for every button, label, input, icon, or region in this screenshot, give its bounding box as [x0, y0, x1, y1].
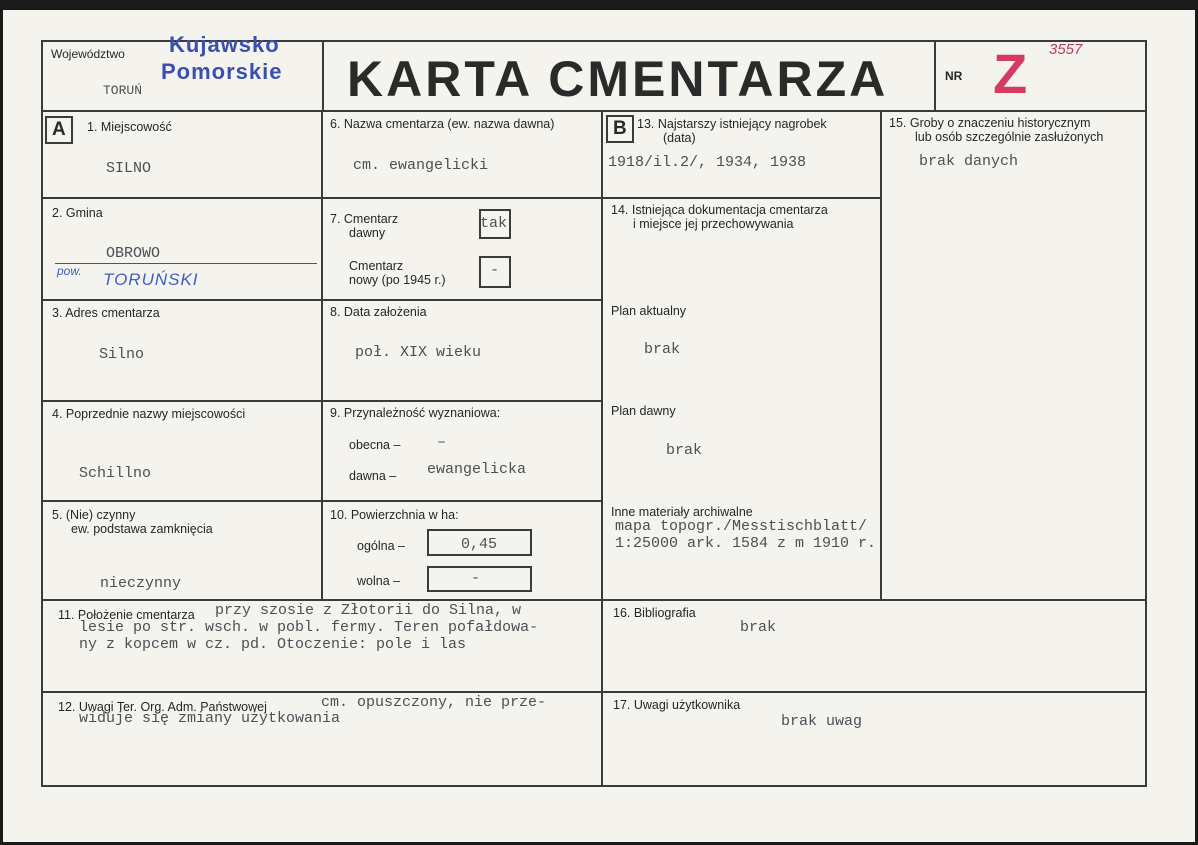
field-2-divider	[55, 263, 317, 264]
field-10-ogolna-value: 0,45	[461, 536, 498, 553]
field-5-value: nieczynny	[100, 575, 182, 592]
stamp-line1: Kujawsko	[169, 32, 280, 57]
rule	[880, 110, 882, 600]
powiat-prefix: pow.	[57, 264, 82, 278]
nr-letter: Z	[993, 42, 1028, 105]
field-14-label-2: i miejsce jej przechowywania	[633, 217, 794, 231]
field-11-line1: przy szosie z Złotorii do Silna, w	[215, 602, 522, 619]
field-4-value: Schillno	[79, 465, 152, 482]
rule	[41, 691, 1147, 693]
field-9-dawna-label: dawna –	[349, 469, 397, 483]
field-16-label: 16. Bibliografia	[613, 606, 696, 620]
field-10-wolna-value: -	[471, 570, 481, 587]
rule	[1145, 40, 1147, 787]
stamp-line2: Pomorskie	[161, 59, 283, 84]
field-12-line1: cm. opuszczony, nie prze-	[321, 694, 547, 711]
field-3-label: 3. Adres cmentarza	[52, 306, 160, 320]
field-15-value: brak danych	[919, 153, 1019, 170]
rule	[601, 110, 603, 787]
field-1-value: SILNO	[106, 160, 152, 177]
field-9-obecna-label: obecna –	[349, 438, 401, 452]
field-8-label: 8. Data założenia	[330, 305, 427, 319]
field-8-value: poł. XIX wieku	[355, 344, 482, 361]
field-9-dawna-value: ewangelicka	[427, 461, 527, 478]
field-6-label: 6. Nazwa cmentarza (ew. nazwa dawna)	[330, 117, 555, 131]
field-12-line2: widuje się zmiany użytkowania	[79, 710, 341, 727]
section-a-letter: A	[52, 119, 66, 140]
field-9-obecna-value: –	[437, 434, 447, 451]
rule	[41, 599, 1147, 601]
field-17-label: 17. Uwagi użytkownika	[613, 698, 741, 712]
cemetery-card	[3, 10, 1195, 842]
card-title: KARTA CMENTARZA	[347, 51, 889, 107]
rule	[41, 40, 43, 787]
rule	[602, 197, 881, 199]
section-b-letter: B	[613, 118, 627, 139]
field-7-dawny-value: tak	[480, 215, 508, 232]
field-16-value: brak	[740, 619, 777, 636]
rule	[41, 785, 1147, 787]
field-2-value: OBROWO	[106, 245, 161, 262]
field-14-label-1: 14. Istniejąca dokumentacja cmentarza	[611, 203, 828, 217]
field-17-value: brak uwag	[781, 713, 863, 730]
field-11-line3: ny z kopcem w cz. pd. Otoczenie: pole i las	[79, 636, 467, 653]
wojewodztwo-label: Województwo	[51, 47, 125, 61]
field-11-label: 11. Położenie cmentarza	[58, 608, 195, 622]
field-7-nowy-label-1: Cmentarz	[349, 259, 404, 273]
plan-aktualny-label: Plan aktualny	[611, 304, 687, 318]
field-7-nowy-label-2: nowy (po 1945 r.)	[349, 273, 446, 287]
field-4-label: 4. Poprzednie nazwy miejscowości	[52, 407, 246, 421]
inne-materialy-label: Inne materiały archiwalne	[611, 505, 753, 519]
field-7-dawny-label-1: 7. Cmentarz	[330, 212, 399, 226]
plan-dawny-label: Plan dawny	[611, 404, 676, 418]
field-3-value: Silno	[99, 346, 145, 363]
plan-dawny-value: brak	[666, 442, 703, 459]
field-10-ogolna-label: ogólna –	[357, 539, 405, 553]
field-2-label: 2. Gmina	[52, 206, 103, 220]
rule	[41, 110, 1147, 112]
rule	[322, 40, 324, 112]
nr-number: 3557	[1049, 41, 1083, 58]
field-6-value: cm. ewangelicki	[353, 157, 489, 174]
field-15-label-1: 15. Groby o znaczeniu historycznym	[889, 116, 1091, 130]
inne-materialy-line1: mapa topogr./Messtischblatt/	[615, 518, 868, 535]
field-1-label: 1. Miejscowość	[87, 120, 172, 134]
torun-text: TORUŃ	[103, 83, 143, 98]
field-9-label: 9. Przynależność wyznaniowa:	[330, 406, 501, 420]
rule	[934, 40, 936, 112]
nr-label: NR	[945, 69, 963, 83]
field-10-wolna-label: wolna –	[357, 574, 401, 588]
field-15-label-2: lub osób szczególnie zasłużonych	[915, 130, 1104, 144]
rule	[321, 110, 323, 600]
field-5-label-2: ew. podstawa zamknięcia	[71, 522, 213, 536]
field-5-label-1: 5. (Nie) czynny	[52, 508, 136, 522]
field-12-label: 12. Uwagi Ter. Org. Adm. Państwowej	[58, 700, 267, 714]
field-10-label: 10. Powierzchnia w ha:	[330, 508, 459, 522]
field-11-line2: lesie po str. wsch. w pobl. fermy. Teren pofałdowa-	[79, 619, 539, 636]
field-7-nowy-value: -	[490, 262, 500, 279]
inne-materialy-line2: 1:25000 ark. 1584 z m 1910 r.	[615, 535, 877, 552]
plan-aktualny-value: brak	[644, 341, 681, 358]
field-13-label-1: 13. Najstarszy istniejący nagrobek	[637, 117, 827, 131]
field-13-label-2: (data)	[663, 131, 696, 145]
field-7-dawny-label-2: dawny	[349, 226, 386, 240]
powiat-value: TORUŃSKI	[103, 270, 199, 289]
field-13-value: 1918/il.2/, 1934, 1938	[608, 154, 807, 171]
